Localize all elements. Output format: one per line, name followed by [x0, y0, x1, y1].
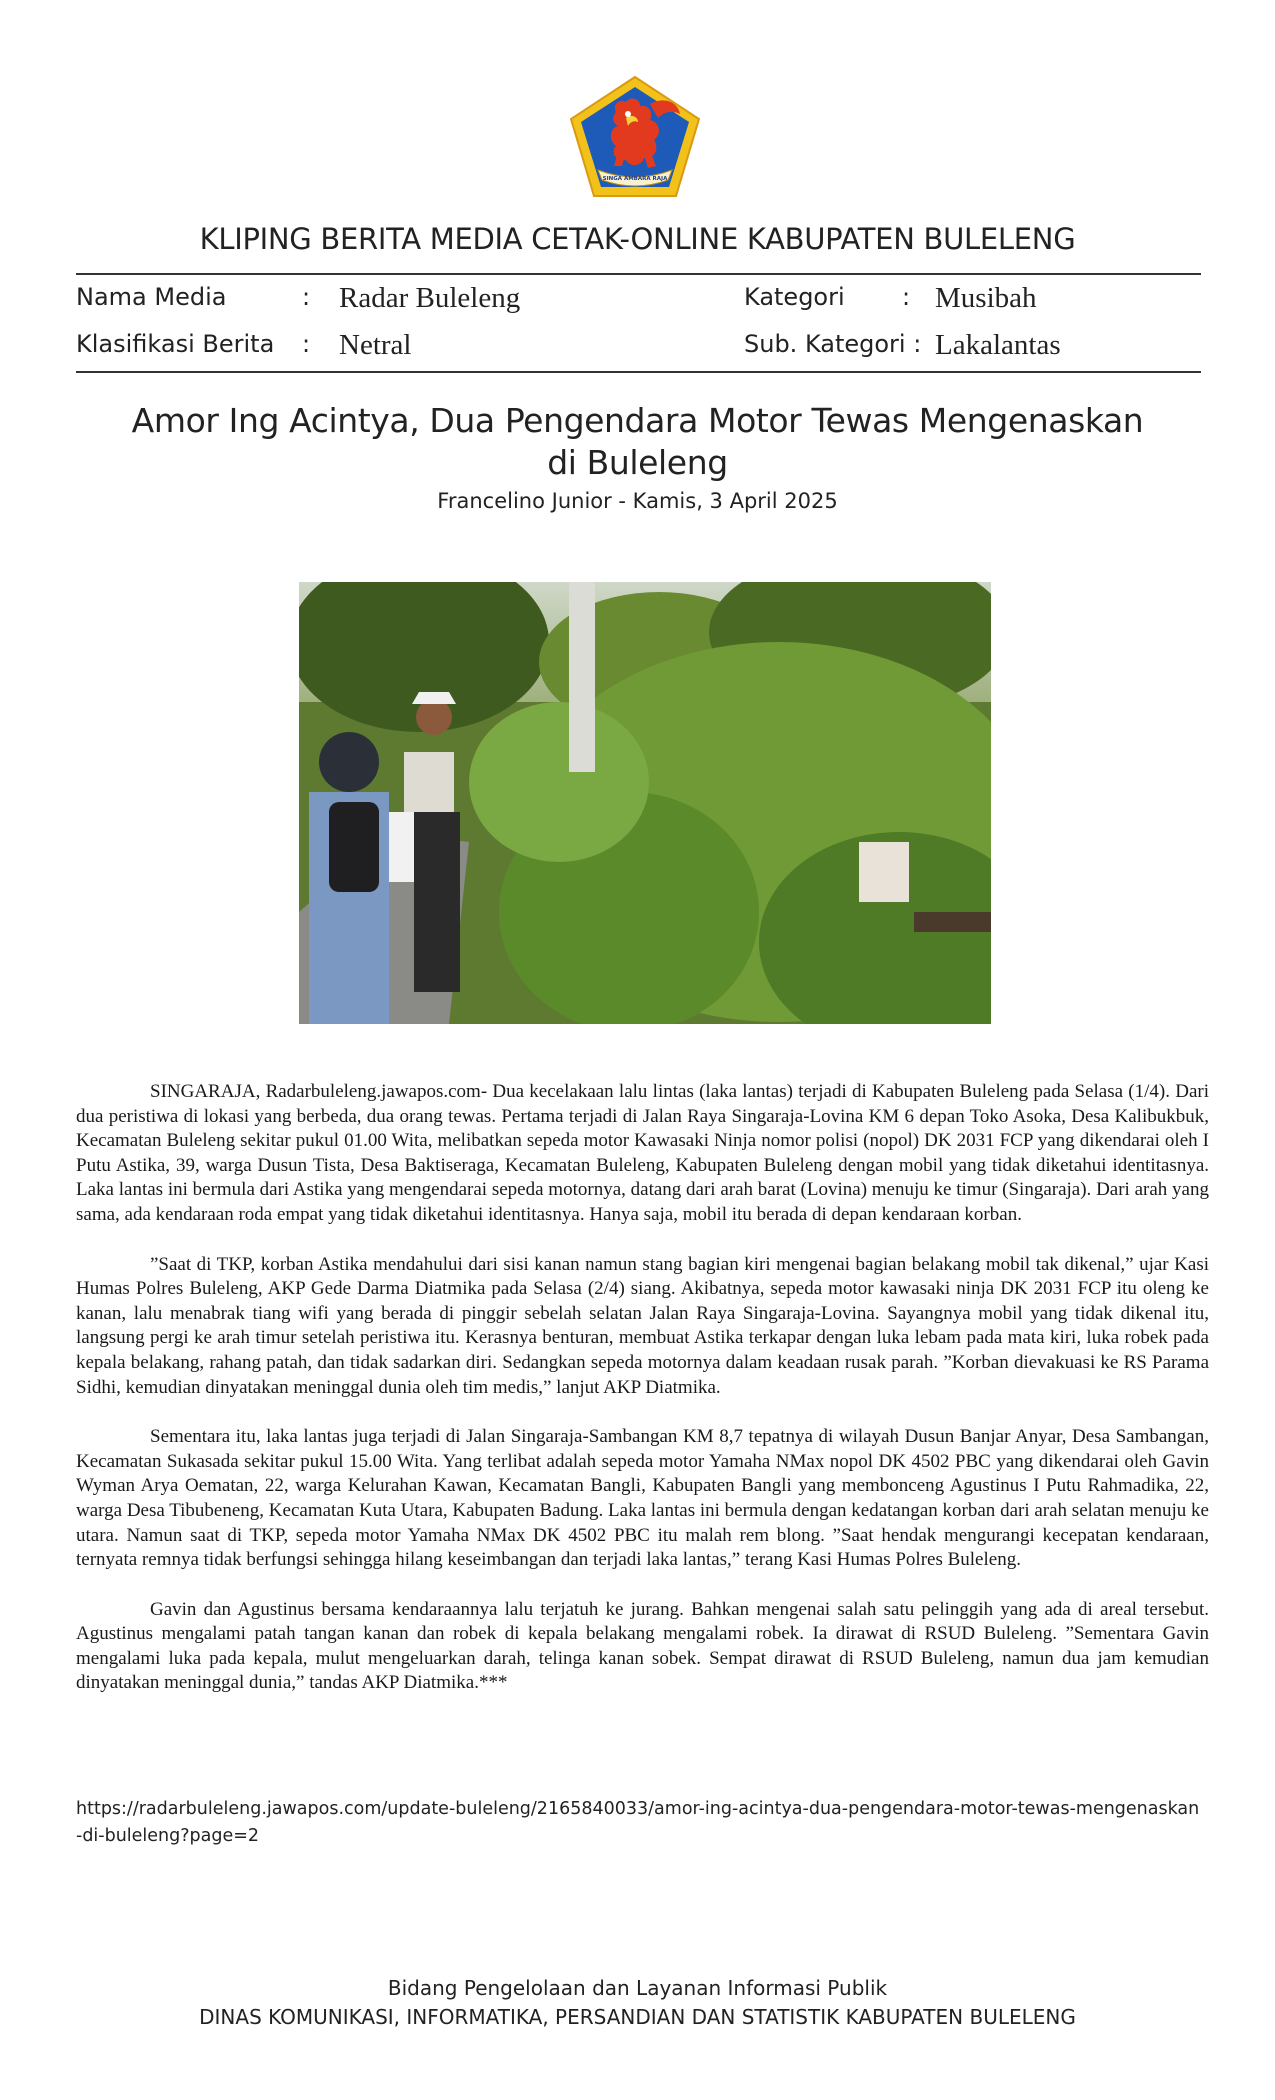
- article-photo: [299, 582, 991, 1024]
- klasifikasi-colon: :: [302, 330, 311, 358]
- media-colon: :: [302, 283, 311, 311]
- article-body: [76, 1080, 1209, 1721]
- article-byline: Francelino Junior - Kamis, 3 April 2025: [437, 489, 838, 513]
- article-paragraph: Sementara itu, laka lantas juga terjadi di Jalan Singaraja-Sambangan KM 8,7 tepatnya di wilayah Dusun Banjar Anyar, Desa Sambangan, Kecamatan Sukasada sekitar pukul 15.00 Wita. Yang terlibat adalah sepeda motor Yamaha NMax nopol DK 4502 PBC yang dikendarai oleh Gavin Wyman Arya Oematan, 22, warga Kelurahan Kawan, Kecamatan Bangli, Kabupaten Bangli yang membonceng Agustinus I Putu Rahmadika, 22, warga Desa Tibubeneng, Kecamatan Kuta Utara, Kabupaten Badung. Laka lantas ini bermula dengan kedatangan korban dari arah selatan menuju ke utara. Namun saat di TKP, sepeda motor Yamaha NMax DK 4502 PBC itu malah rem blong. ”Saat hendak mengurangi kecepatan kendaraan, ternyata remnya tidak berfungsi sehingga hilang keseimbangan dan terjadi laka lantas,” terang Kasi Humas Polres Buleleng.: [76, 1426, 1209, 1571]
- subkategori-value: Lakalantas: [935, 329, 1061, 361]
- klasifikasi-label: Klasifikasi Berita: [76, 330, 275, 358]
- kategori-label: Kategori: [744, 283, 845, 311]
- article-paragraph: ”Saat di TKP, korban Astika mendahului dari sisi kanan namun stang bagian kiri mengenai bagian belakang mobil tak dikenal,” ujar Kasi Humas Polres Buleleng, AKP Gede Darma Diatmika pada Selasa (2/4) siang. Akibatnya, sepeda motor kawasaki ninja DK 2031 FCP itu oleng ke kanan, lalu menabrak tiang wifi yang berada di pinggir sebelah selatan Jalan Raya Singaraja-Lovina. Sayangnya mobil yang tidak dikenal itu, langsung pergi ke arah timur setelah peristiwa itu. Kerasnya benturan, membuat Astika terkapar dengan luka lebam pada mata kiri, luka robek pada kepala belakang, rahang patah, dan tidak sadarkan diri. Sedangkan sepeda motornya dalam keadaan rusak parah. ”Korban dievakuasi ke RS Parama Sidhi, kemudian dinyatakan meninggal dunia oleh tim medis,” lanjut AKP Diatmika.: [76, 1253, 1209, 1398]
- kategori-value: Musibah: [935, 282, 1037, 314]
- header-bottom-rule: [76, 371, 1201, 373]
- header-top-rule: [76, 273, 1201, 275]
- clipping-header-title: KLIPING BERITA MEDIA CETAK-ONLINE KABUPATEN BULELENG: [199, 222, 1076, 256]
- singa-ambara-raja-emblem-icon: [568, 74, 702, 200]
- article-paragraph: Gavin dan Agustinus bersama kendaraannya lalu terjatuh ke jurang. Bahkan mengenai salah satu pelinggih yang ada di areal tersebut. Agustinus mengalami patah tangan kanan dan robek di kepala belakang mengalami robek. Ia dirawat di RSUD Buleleng. ”Sementara Gavin mengalami luka pada kepala, mulut mengeluarkan darah, telinga kanan sobek. Sempat dirawat di RSUD Buleleng, namun dua jam kemudian dinyatakan meninggal dunia,” tandas AKP Diatmika.***: [76, 1598, 1209, 1694]
- media-label: Nama Media: [76, 283, 227, 311]
- klasifikasi-value: Netral: [339, 329, 412, 361]
- article-paragraph: SINGARAJA, Radarbuleleng.jawapos.com- Dua kecelakaan lalu lintas (laka lantas) terjadi di Kabupaten Buleleng pada Selasa (1/4). Dari dua peristiwa di lokasi yang berbeda, dua orang tewas. Pertama terjadi di Jalan Raya Singaraja-Lovina KM 6 depan Toko Asoka, Desa Kalibukbuk, Kecamatan Buleleng sekitar pukul 01.00 Wita, melibatkan sepeda motor Kawasaki Ninja nomor polisi (nopol) DK 2031 FCP yang dikendarai oleh I Putu Astika, 39, warga Dusun Tista, Desa Baktiseraga, Kecamatan Buleleng, Kabupaten Buleleng dengan mobil yang tidak diketahui identitasnya. Laka lantas ini bermula dari Astika yang mengendarai sepeda motornya, datang dari arah barat (Lovina) menuju ke timur (Singaraja). Dari arah yang sama, ada kendaraan roda empat yang tidak diketahui identitasnya. Hanya saja, mobil itu berada di depan kendaraan korban.: [76, 1081, 1209, 1225]
- logo-motto: SINGA AMBARA RAJA: [602, 176, 668, 182]
- kategori-colon: :: [902, 283, 911, 311]
- singa-ambara-raja-logo: [568, 74, 702, 200]
- subkategori-label: Sub. Kategori :: [744, 330, 922, 358]
- footer-division: Bidang Pengelolaan dan Layanan Informasi Publik: [387, 1976, 888, 2000]
- media-value: Radar Buleleng: [339, 282, 521, 314]
- article-title: Amor Ing Acintya, Dua Pengendara Motor Tewas Mengenaskan di Buleleng: [131, 401, 1144, 482]
- source-url: https://radarbuleleng.jawapos.com/update-buleleng/2165840033/amor-ing-acintya-dua-pengendara-motor-tewas-mengenaskan-di-buleleng?page=2: [76, 1799, 1200, 1846]
- footer-agency: DINAS KOMUNIKASI, INFORMATIKA, PERSANDIAN DAN STATISTIK KABUPATEN BULELENG: [199, 2005, 1076, 2029]
